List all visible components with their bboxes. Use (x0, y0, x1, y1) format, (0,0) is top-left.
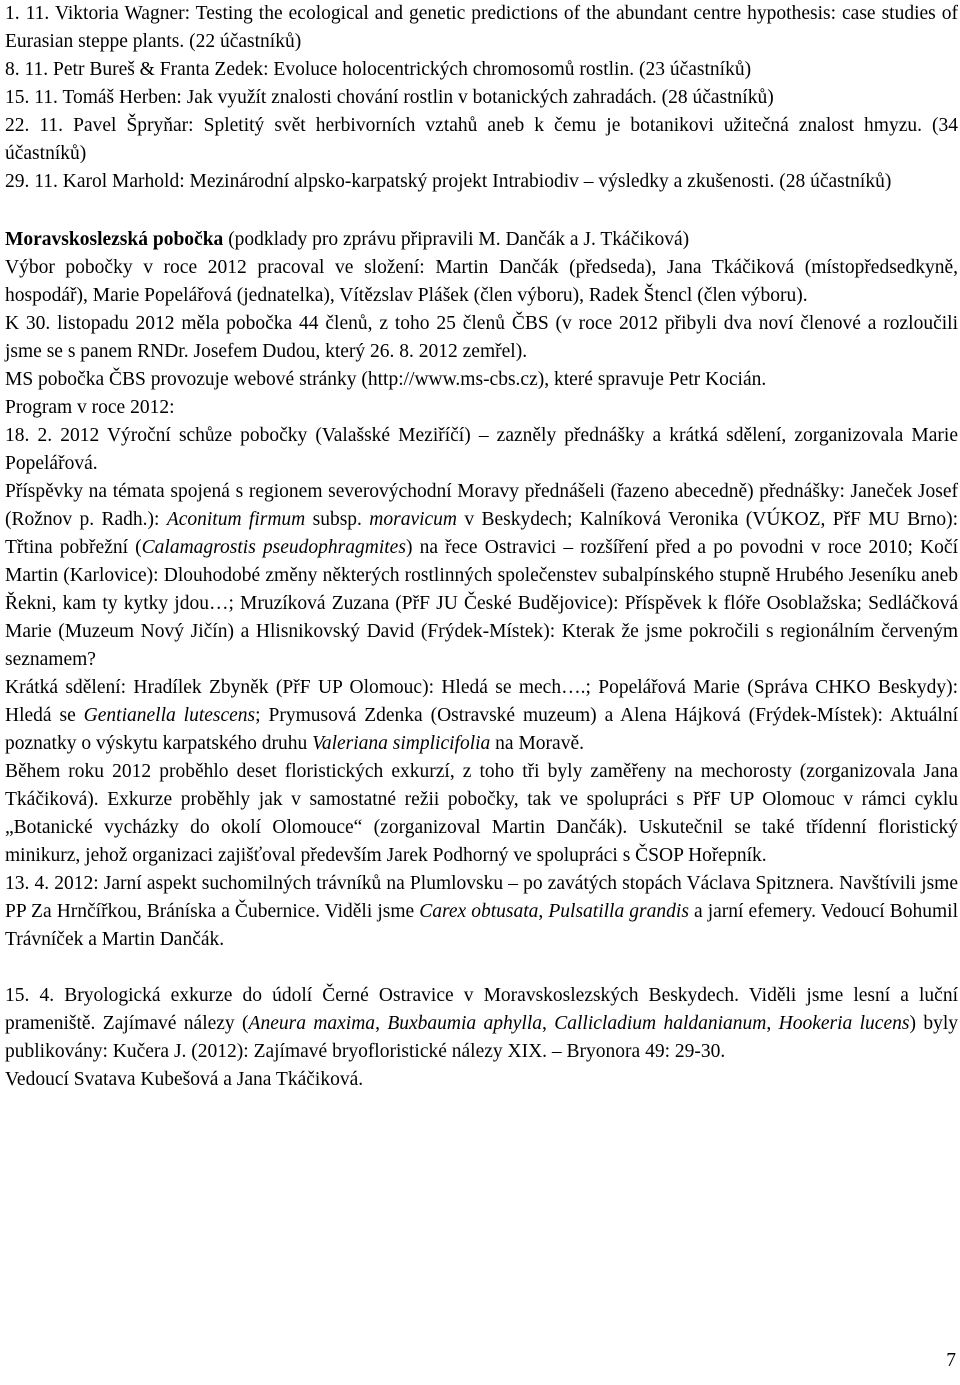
lecture-item: 1. 11. Viktoria Wagner: Testing the ecological and genetic predictions of the abundant centre hypothesis: case studies of Eurasian steppe plants. (22 účastníků) (5, 3, 958, 52)
lecture-item: 22. 11. Pavel Špryňar: Spletitý svět herbivorních vztahů aneb k čemu je botanikovi užitečná znalost hmyzu. (34 účastníků) (5, 115, 959, 164)
section-heading (5, 226, 958, 254)
program-heading: Program v roce 2012: (5, 397, 175, 418)
excursion-item: 15. 4. Bryologická exkurze do údolí Černé Ostravice v Moravskoslezských Beskydech. Viděli jsme lesní a luční prameniště. Zajímavé nálezy (Aneura maxima, Buxbaumia aphylla, Callicladium haldanianum, Hookeria lucens) byly publikovány: Kučera J. (2012): Zajímavé bryofloristické nálezy XIX. – Bryonora 49: 29-30. (5, 985, 959, 1062)
annual-meeting-paragraph: 18. 2. 2012 Výroční schůze pobočky (Valašské Meziříčí) – zazněly přednášky a krátká sdělení, zorganizovala Marie Popelářová. (5, 425, 958, 474)
lecture-item: 29. 11. Karol Marhold: Mezinárodní alpsko-karpatský projekt Intrabiodiv – výsledky a zkušenosti. (28 účastníků) (5, 171, 892, 192)
excursion-leader: Vedoucí Svatava Kubešová a Jana Tkáčiková. (5, 1069, 364, 1090)
lecture-item: 8. 11. Petr Bureš & Franta Zedek: Evoluce holocentrických chromosomů rostlin. (23 účastníků) (5, 59, 752, 80)
contributions-paragraph: Příspěvky na témata spojená s regionem severovýchodní Moravy přednášeli (řazeno abecedně) přednášky: Janeček Josef (Rožnov p. Radh.): Aconitum firmum subsp. moravicum v Beskydech; Kalníková Veronika (VÚKOZ, PřF MU Brno): Třtina pobřežní (Calamagrostis pseudophragmites) na řece Ostravici – rozšíření před a po povodni v roce 2010; Kočí Martin (Karlovice): Dlouhodobé změny některých rostlinných společenstev subalpínského stupně Hrubého Jeseníku aneb Řekni, kam ty kytky jdou…; Mruzíková Zuzana (PřF JU České Budějovice): Příspěvek k flóře Osoblažska; Sedláčková Marie (Muzeum Nový Jičín) a Hlisnikovský David (Frýdek-Místek): Kterak že jsme pokročili s regionálním červeným seznamem? (5, 481, 959, 670)
section-heading-note: (podklady pro zprávu připravili M. Dančák a J. Tkáčiková) (223, 229, 690, 250)
excursion-item: 13. 4. 2012: Jarní aspekt suchomilných trávníků na Plumlovsku – po zavátých stopách Václava Spitznera. Navštívili jsme PP Za Hrnčířkou, Bráníska a Čubernice. Viděli jsme Carex obtusata, Pulsatilla grandis a jarní efemery. Vedoucí Bohumil Trávníček a Martin Dančák. (5, 873, 958, 950)
page-number: 7 (946, 1350, 956, 1371)
excursions-paragraph: Během roku 2012 proběhlo deset floristických exkurzí, z toho tři byly zaměřeny na mechorosty (zorganizovala Jana Tkáčiková). Exkurze proběhly jak v samostatné režii pobočky, tak ve spolupráci s PřF UP Olomouc v rámci cyklu „Botanické vycházky do okolí Olomouce“ (zorganizoval Martin Dančák). Uskutečnil se také třídenní floristický minikurz, jehož organizaci zajišťoval především Jarek Podhorný ve spolupráci s ČSOP Hořepník. (5, 761, 958, 866)
lecture-item: 15. 11. Tomáš Herben: Jak využít znalosti chování rostlin v botanických zahradách. (28 účastníků) (5, 87, 774, 108)
website-paragraph: MS pobočka ČBS provozuje webové stránky (http://www.ms-cbs.cz), které spravuje Petr Kocián. (5, 369, 767, 390)
document-page (5, 0, 958, 1094)
section-title: Moravskoslezská pobočka (5, 229, 224, 250)
short-talks-paragraph: Krátká sdělení: Hradílek Zbyněk (PřF UP Olomouc): Hledá se mech….; Popelářová Marie (Správa CHKO Beskydy): Hledá se Gentianella lutescens; Prymusová Zdenka (Ostravské muzeum) a Alena Hájková (Frýdek-Místek): Aktuální poznatky o výskytu karpatského druhu Valeriana simplicifolia na Moravě. (5, 677, 958, 754)
membership-paragraph: K 30. listopadu 2012 měla pobočka 44 členů, z toho 25 členů ČBS (v roce 2012 přibyli dva noví členové a rozloučili jsme se s panem RNDr. Josefem Dudou, který 26. 8. 2012 zemřel). (5, 313, 958, 362)
committee-paragraph: Výbor pobočky v roce 2012 pracoval ve složení: Martin Dančák (předseda), Jana Tkáčiková (místopředsedkyně, hospodář), Marie Popelářová (jednatelka), Vítězslav Plášek (člen výboru), Radek Štencl (člen výboru). (5, 257, 958, 306)
